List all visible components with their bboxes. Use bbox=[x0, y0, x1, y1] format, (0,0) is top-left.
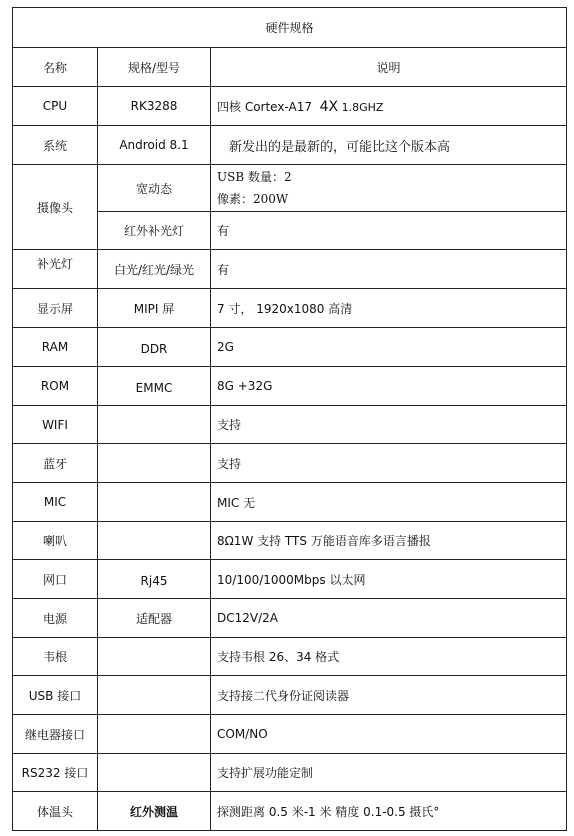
row-spec: 红外测温 bbox=[98, 792, 211, 831]
row-desc: 支持扩展功能定制 bbox=[211, 754, 567, 792]
row-name: 韦根 bbox=[13, 638, 98, 676]
row-spec bbox=[98, 715, 211, 754]
row-spec: 白光/红光/绿光 bbox=[98, 250, 211, 289]
row-spec: MIPI 屏 bbox=[98, 289, 211, 328]
cpu-multiplier: 4X bbox=[319, 98, 339, 115]
header-spec: 规格/型号 bbox=[98, 48, 211, 87]
row-spec: 适配器 bbox=[98, 599, 211, 638]
table-row bbox=[13, 406, 567, 444]
row-desc: MIC 无 bbox=[211, 483, 567, 522]
table-row bbox=[13, 483, 567, 522]
row-spec: RK3288 bbox=[98, 87, 211, 126]
row-spec: EMMC bbox=[98, 367, 211, 406]
row-desc: 探测距离 0.5 米-1 米 精度 0.1-0.5 摄氏° bbox=[211, 792, 567, 831]
row-spec bbox=[98, 483, 211, 522]
row-desc: 8Ω1W 支持 TTS 万能语音库多语言播报 bbox=[211, 522, 567, 560]
row-desc bbox=[211, 165, 567, 212]
header-name: 名称 bbox=[13, 48, 98, 87]
row-desc bbox=[211, 87, 567, 126]
table-row bbox=[13, 126, 567, 165]
row-name: USB 接口 bbox=[13, 676, 98, 715]
table-row bbox=[13, 638, 567, 676]
row-spec: 红外补光灯 bbox=[98, 212, 211, 250]
row-name: CPU bbox=[13, 87, 98, 126]
row-desc: 有 bbox=[211, 212, 567, 250]
row-name: 喇叭 bbox=[13, 522, 98, 560]
table-row bbox=[13, 444, 567, 483]
row-desc: 支持 bbox=[211, 406, 567, 444]
table-row bbox=[13, 560, 567, 599]
table-row bbox=[13, 715, 567, 754]
row-spec: Android 8.1 bbox=[98, 126, 211, 165]
row-name: 体温头 bbox=[13, 792, 98, 831]
table-row bbox=[13, 676, 567, 715]
camera-pixels: 像素：200W bbox=[217, 192, 289, 206]
row-spec bbox=[98, 522, 211, 560]
table-row bbox=[13, 289, 567, 328]
row-desc: COM/NO bbox=[211, 715, 567, 754]
table-row bbox=[13, 522, 567, 560]
header-row bbox=[13, 48, 567, 87]
row-name: MIC bbox=[13, 483, 98, 522]
spec-sheet bbox=[12, 7, 566, 831]
hardware-spec-table bbox=[12, 7, 567, 831]
table-row bbox=[13, 754, 567, 792]
row-desc: DC12V/2A bbox=[211, 599, 567, 638]
table-row bbox=[13, 599, 567, 638]
table-row bbox=[13, 367, 567, 406]
row-spec bbox=[98, 638, 211, 676]
title-row bbox=[13, 8, 567, 48]
table-row bbox=[13, 87, 567, 126]
row-name: ROM bbox=[13, 367, 98, 406]
fill-light-name: 补光灯 bbox=[36, 256, 73, 271]
row-desc: 有 bbox=[211, 250, 567, 289]
row-name: WIFI bbox=[13, 406, 98, 444]
row-spec bbox=[98, 406, 211, 444]
row-name bbox=[13, 250, 98, 289]
table-row bbox=[13, 792, 567, 831]
row-name: 蓝牙 bbox=[13, 444, 98, 483]
table-row bbox=[13, 328, 567, 367]
system-desc: 新发出的是最新的，可能比这个版本高 bbox=[229, 139, 451, 155]
row-desc: 8G +32G bbox=[211, 367, 567, 406]
row-spec: Rj45 bbox=[98, 560, 211, 599]
cpu-freq: 1.8GHZ bbox=[338, 100, 384, 114]
row-spec: DDR bbox=[98, 328, 211, 367]
table-row bbox=[13, 250, 567, 289]
row-name: 网口 bbox=[13, 560, 98, 599]
row-name: 摄像头 bbox=[13, 165, 98, 250]
row-spec: 宽动态 bbox=[98, 165, 211, 212]
row-name: 系统 bbox=[13, 126, 98, 165]
camera-usb-count: USB 数量：2 bbox=[217, 170, 292, 184]
row-name: 继电器接口 bbox=[13, 715, 98, 754]
row-desc: 支持韦根 26、34 格式 bbox=[211, 638, 567, 676]
table-title: 硬件规格 bbox=[13, 8, 567, 48]
row-desc bbox=[211, 126, 567, 165]
row-desc: 2G bbox=[211, 328, 567, 367]
row-name: RS232 接口 bbox=[13, 754, 98, 792]
table-row bbox=[13, 165, 567, 212]
row-desc: 7 寸， 1920x1080 高清 bbox=[211, 289, 567, 328]
row-name: 显示屏 bbox=[13, 289, 98, 328]
row-spec bbox=[98, 444, 211, 483]
cpu-core-text: 四核 Cortex-A17 bbox=[217, 99, 312, 114]
row-spec bbox=[98, 676, 211, 715]
row-desc: 10/100/1000Mbps 以太网 bbox=[211, 560, 567, 599]
row-name: 电源 bbox=[13, 599, 98, 638]
row-desc: 支持 bbox=[211, 444, 567, 483]
row-desc: 支持接二代身份证阅读器 bbox=[211, 676, 567, 715]
header-desc: 说明 bbox=[211, 48, 567, 87]
row-name: RAM bbox=[13, 328, 98, 367]
row-spec bbox=[98, 754, 211, 792]
